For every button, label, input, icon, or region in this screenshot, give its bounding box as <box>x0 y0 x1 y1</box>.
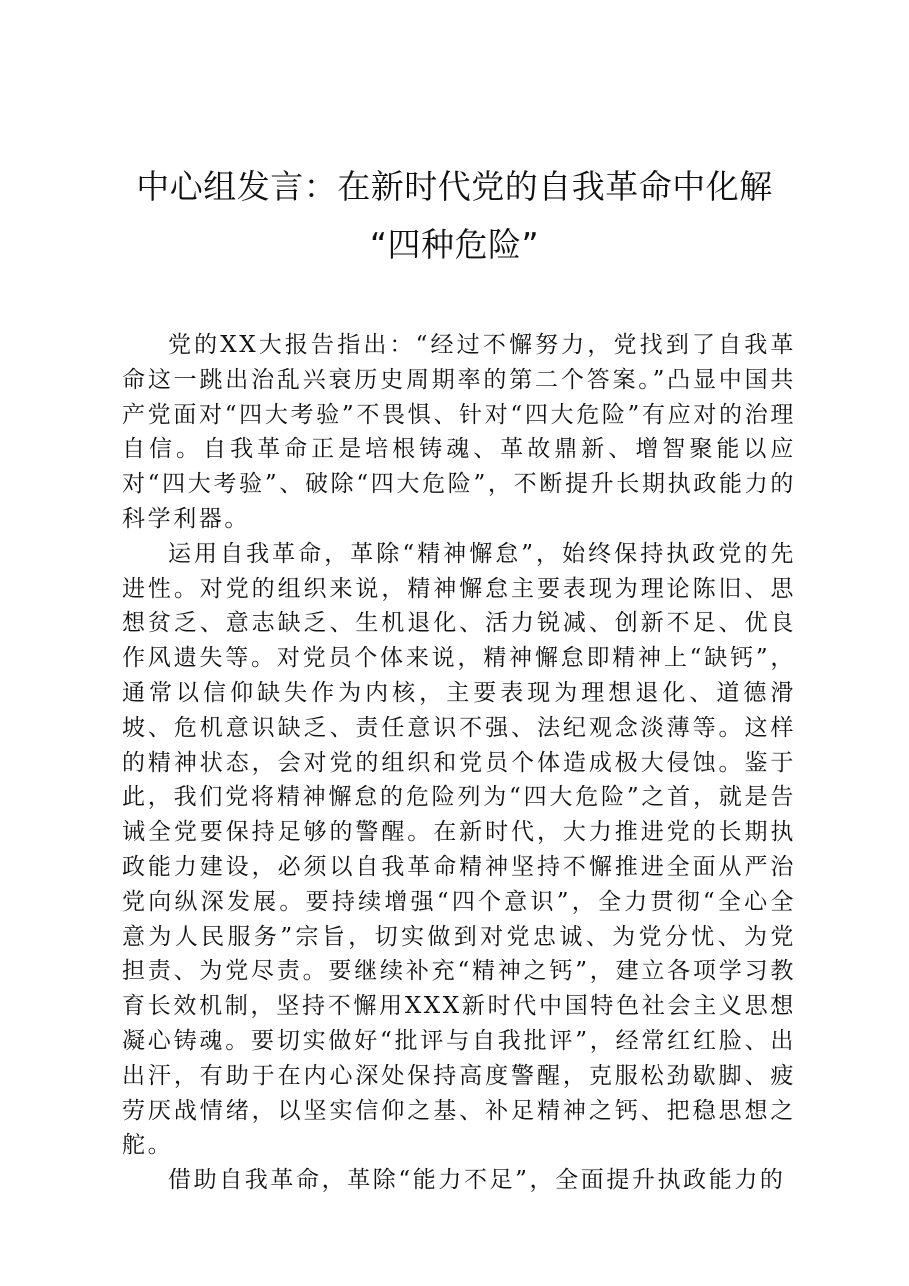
document-body <box>122 328 796 1198</box>
paragraph-3: 借助自我革命，革除“能力不足”，全面提升执政能力的 <box>168 1167 786 1194</box>
document-title-line-2: “四种危险” <box>369 225 540 264</box>
paragraph-2: 运用自我革命，革除“精神懈怠”，始终保持执政党的先进性。对党的组织来说，精神懈怠主要表现为理论陈旧、思想贫乏、意志缺乏、生机退化、活力锐减、创新不足、优良作风遗失等。对党员个体来说，精神懈怠即精神上“缺钙”，通常以信仰缺失作为内核，主要表现为理想退化、道德滑坡、危机意识缺乏、责任意识不强、法纪观念淡薄等。这样的精神状态，会对党的组织和党员个体造成极大侵蚀。鉴于此，我们党将精神懈怠的危险列为“四大危险”之首，就是告诫全党要保持足够的警醒。在新时代，大力推进党的长期执政能力建设，必须以自我革命精神坚持不懈推进全面从严治党向纵深发展。要持续增强“四个意识”，全力贯彻“全心全意为人民服务”宗旨，切实做到对党忠诚、为党分忧、为党担责、为党尽责。要继续补充“精神之钙”，建立各项学习教育长效机制，坚持不懈用XXX新时代中国特色社会主义思想凝心铸魂。要切实做好“批评与自我批评”，经常红红脸、出出汗，有助于在内心深处保持高度警醒，克服松劲歇脚、疲劳厌战情绪，以坚实信仰之基、补足精神之钙、把稳思想之舵。 <box>122 540 796 1159</box>
paragraph-1: 党的XX大报告指出：“经过不懈努力，党找到了自我革命这一跳出治乱兴衰历史周期率的第二个答案。”凸显中国共产党面对“四大考验”不畏惧、针对“四大危险”有应对的治理自信。自我革命正是培根铸魂、革故鼎新、增智聚能以应对“四大考验”、破除“四大危险”，不断提升长期执政能力的科学利器。 <box>122 332 796 532</box>
document-title <box>100 158 809 274</box>
document-title-line-1: 中心组发言：在新时代党的自我革命中化解 <box>136 167 773 206</box>
